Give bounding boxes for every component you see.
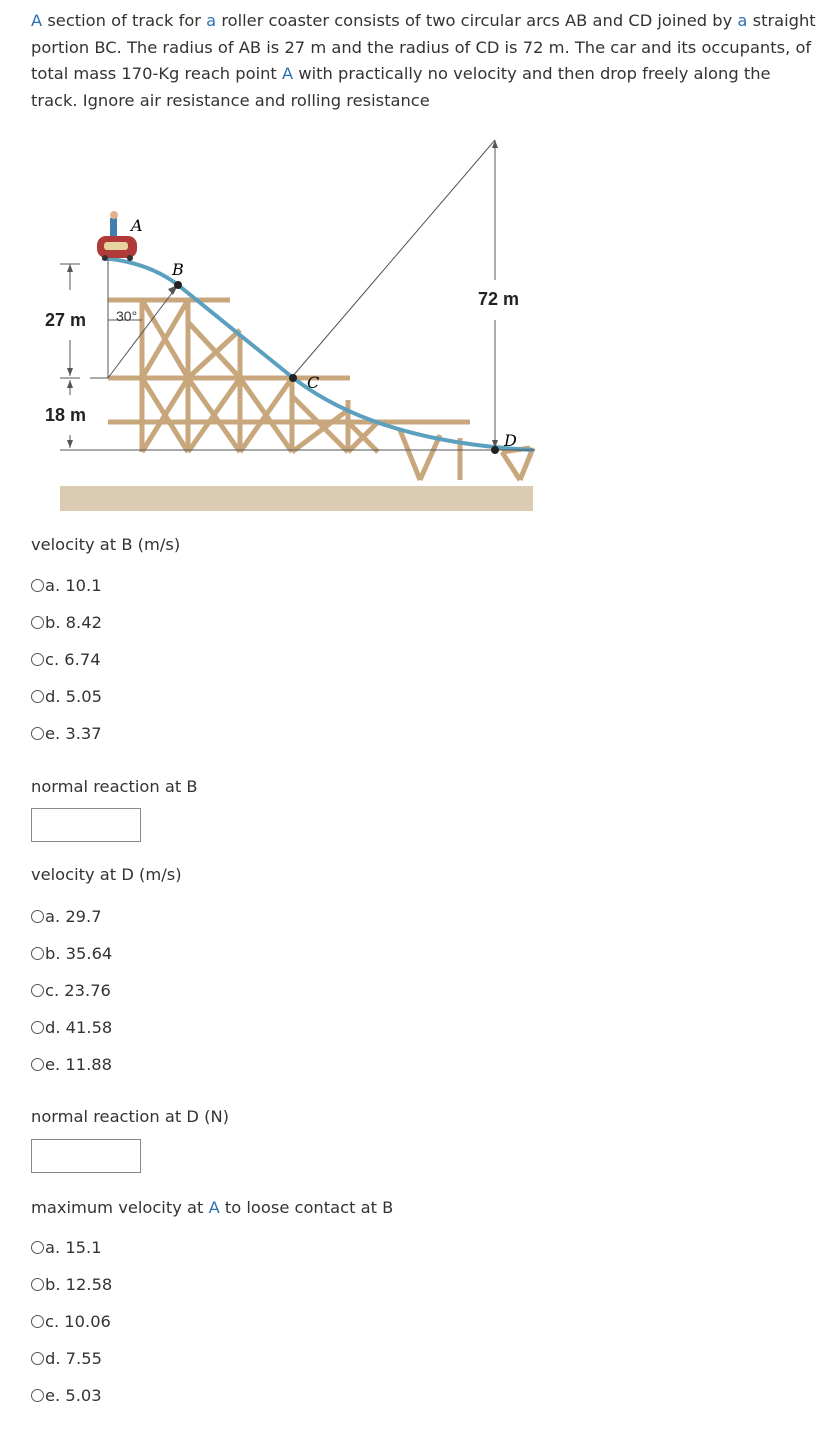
radio-button[interactable] [31,1241,44,1254]
intro-part: a [206,11,217,30]
radio-button[interactable] [31,1389,44,1402]
q5-title-part: to loose contact at B [219,1198,394,1217]
radio-button[interactable] [31,727,44,740]
option-label: d. 41.58 [45,1017,113,1037]
q5-title-part: maximum velocity at [31,1198,209,1217]
ground [60,486,533,511]
option-label: d. 5.05 [45,686,102,706]
q5-title-part: A [208,1198,220,1217]
radio-button[interactable] [31,947,44,960]
q3-option-a[interactable] [31,905,102,927]
q5-option-e[interactable] [31,1384,102,1406]
radio-button[interactable] [31,653,44,666]
q2-answer-input[interactable] [31,808,141,842]
intro-part: roller coaster consists of two circular arcs AB and CD joined by [216,11,738,30]
q4-title: normal reaction at D (N) [31,1107,229,1126]
intro-part: a [737,11,748,30]
q5-option-a[interactable] [31,1236,102,1258]
angle-label: 30° [116,308,138,324]
intro-part: A [31,11,43,30]
q1-option-e[interactable] [31,722,102,744]
point-B [174,281,182,289]
dimension-18m: 18 m [45,405,87,425]
radio-button[interactable] [31,1352,44,1365]
radio-button[interactable] [31,1058,44,1071]
radio-button[interactable] [31,579,44,592]
radio-button[interactable] [31,616,44,629]
q3-option-d[interactable] [31,1016,112,1038]
option-label: e. 11.88 [45,1054,112,1074]
q1-title: velocity at B (m/s) [31,535,181,554]
point-C [289,374,297,382]
option-label: b. 35.64 [45,943,113,963]
radio-button[interactable] [31,1021,44,1034]
intro-part: section of track for [42,11,207,30]
q2-title: normal reaction at B [31,777,198,796]
q1-option-d[interactable] [31,685,102,707]
option-label: a. 15.1 [45,1237,102,1257]
q3-option-b[interactable] [31,942,112,964]
arrow-heads [67,140,498,448]
radio-button[interactable] [31,690,44,703]
option-label: b. 8.42 [45,612,102,632]
roller-coaster-figure [30,130,540,520]
intro-part: straight portion BC. The radius of AB is 27 m and the radius of CD is 72 m. The car and its occupants, of total mass 170-Kg reach point [31,11,816,83]
label-B: B [172,260,184,279]
option-label: a. 29.7 [45,906,102,926]
q3-option-c[interactable] [31,979,111,1001]
dimension-72m: 72 m [478,289,520,309]
q5-option-b[interactable] [31,1273,112,1295]
q5-option-c[interactable] [31,1310,111,1332]
problem-statement [31,8,821,114]
point-D [491,446,499,454]
option-label: e. 5.03 [45,1385,102,1405]
option-label: c. 23.76 [45,980,111,1000]
intro-part: A [282,64,294,83]
option-label: e. 3.37 [45,723,102,743]
label-A: A [131,216,143,235]
radio-button[interactable] [31,1315,44,1328]
q5-option-d[interactable] [31,1347,102,1369]
intro-part: with practically no velocity and then drop freely along the track. Ignore air resistance and rolling resistance [31,64,771,110]
q1-option-c[interactable] [31,648,101,670]
roller-coaster-diagram [30,130,540,520]
label-C: C [307,373,320,392]
q1-option-a[interactable] [31,574,102,596]
option-label: a. 10.1 [45,575,102,595]
dimension-27m: 27 m [45,310,87,330]
radio-button[interactable] [31,910,44,923]
option-label: d. 7.55 [45,1348,102,1368]
q3-title: velocity at D (m/s) [31,865,182,884]
q5-title [31,1197,393,1219]
option-label: c. 10.06 [45,1311,111,1331]
radio-button[interactable] [31,1278,44,1291]
q3-option-e[interactable] [31,1053,112,1075]
option-label: c. 6.74 [45,649,101,669]
q1-option-b[interactable] [31,611,102,633]
wooden-trusses [108,300,533,480]
option-label: b. 12.58 [45,1274,113,1294]
label-D: D [504,431,517,450]
radio-button[interactable] [31,984,44,997]
q4-answer-input[interactable] [31,1139,141,1173]
